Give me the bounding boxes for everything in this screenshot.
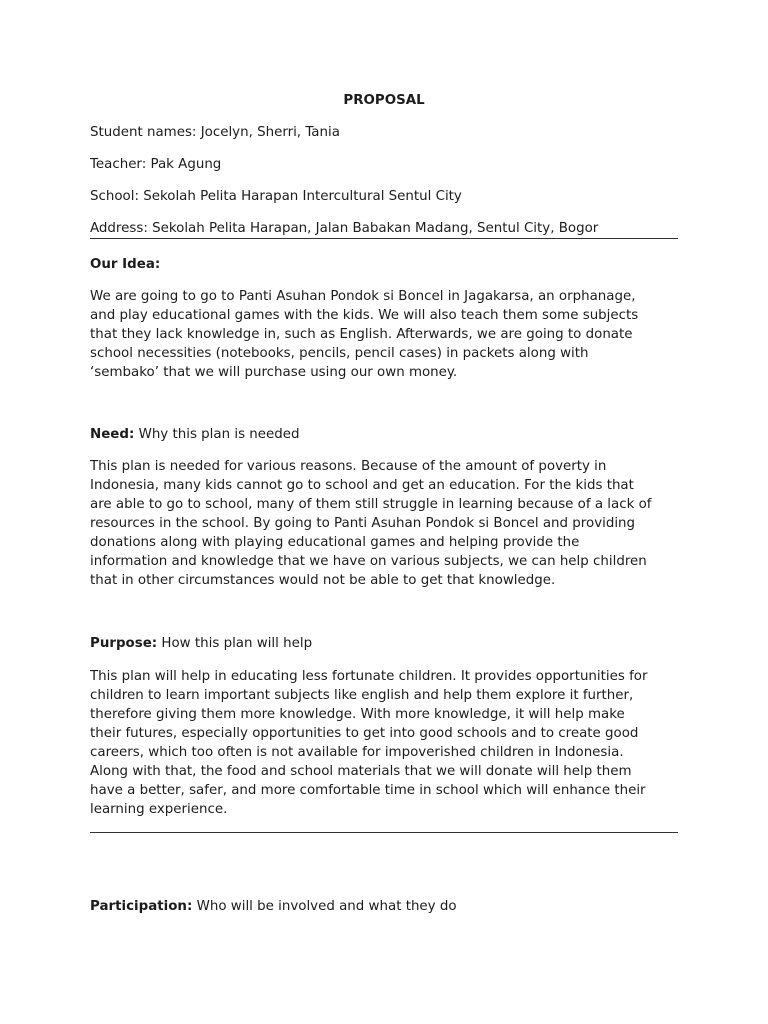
section-subtitle: How this plan will help <box>161 636 313 651</box>
section-body-need <box>90 457 678 590</box>
paragraph-line: This plan will help in educating less fortunate children. It provides opportunities for <box>90 669 648 684</box>
field-value: Pak Agung <box>150 157 222 172</box>
school-line <box>90 188 462 206</box>
field-label: Address: <box>90 221 148 236</box>
paragraph-line: careers, which too often is not available for impoverished children in Indonesia. <box>90 745 624 760</box>
paragraph-line: are able to go to school, many of them still struggle in learning because of a lack of <box>90 497 652 512</box>
paragraph-line: children to learn important subjects like english and help them explore it further, <box>90 688 634 703</box>
field-label: School: <box>90 189 139 204</box>
section-heading-purpose <box>90 635 312 653</box>
paragraph-line: therefore giving them more knowledge. With more knowledge, it will help make <box>90 707 625 722</box>
paragraph-line: ‘sembako’ that we will purchase using our own money. <box>90 365 458 380</box>
field-label: Teacher: <box>90 157 147 172</box>
section-heading: Participation: <box>90 899 193 914</box>
section-heading: Need: <box>90 427 135 442</box>
paragraph-line: information and knowledge that we have on various subjects, we can help children <box>90 554 647 569</box>
field-label: Student names: <box>90 125 197 140</box>
section-heading-participation <box>90 898 457 916</box>
teacher-line <box>90 156 221 174</box>
paragraph-line: and play educational games with the kids. We will also teach them some subjects <box>90 308 639 323</box>
header-divider <box>90 238 678 239</box>
section-subtitle: Who will be involved and what they do <box>196 899 457 914</box>
paragraph-line: that they lack knowledge in, such as English. Afterwards, we are going to donate <box>90 327 633 342</box>
document-page <box>90 0 678 1024</box>
document-title: PROPOSAL <box>343 93 425 108</box>
section-divider <box>90 832 678 833</box>
section-subtitle: Why this plan is needed <box>138 427 300 442</box>
paragraph-line: Along with that, the food and school materials that we will donate will help them <box>90 764 632 779</box>
paragraph-line: have a better, safer, and more comfortable time in school which will enhance their <box>90 783 646 798</box>
paragraph-line: donations along with playing educational games and helping provide the <box>90 535 580 550</box>
section-heading-need <box>90 426 300 444</box>
paragraph-line: This plan is needed for various reasons. Because of the amount of poverty in <box>90 459 607 474</box>
field-value: Jocelyn, Sherri, Tania <box>200 125 340 140</box>
paragraph-line: Indonesia, many kids cannot go to school and get an education. For the kids that <box>90 478 634 493</box>
paragraph-line: We are going to go to Panti Asuhan Pondok si Boncel in Jagakarsa, an orphanage, <box>90 289 636 304</box>
paragraph-line: learning experience. <box>90 802 228 817</box>
paragraph-line: resources in the school. By going to Panti Asuhan Pondok si Boncel and providing <box>90 516 636 531</box>
section-heading: Our Idea: <box>90 257 161 272</box>
paragraph-line: their futures, especially opportunities to get into good schools and to create good <box>90 726 639 741</box>
student-names-line <box>90 124 340 142</box>
section-body-purpose <box>90 667 678 819</box>
paragraph-line: school necessities (notebooks, pencils, pencil cases) in packets along with <box>90 346 589 361</box>
paragraph-line: that in other circumstances would not be able to get that knowledge. <box>90 573 556 588</box>
section-heading: Purpose: <box>90 636 158 651</box>
address-line <box>90 220 598 238</box>
section-heading-idea <box>90 256 160 274</box>
field-value: Sekolah Pelita Harapan, Jalan Babakan Madang, Sentul City, Bogor <box>152 221 599 236</box>
section-body-idea <box>90 287 678 382</box>
field-value: Sekolah Pelita Harapan Intercultural Sentul City <box>143 189 462 204</box>
